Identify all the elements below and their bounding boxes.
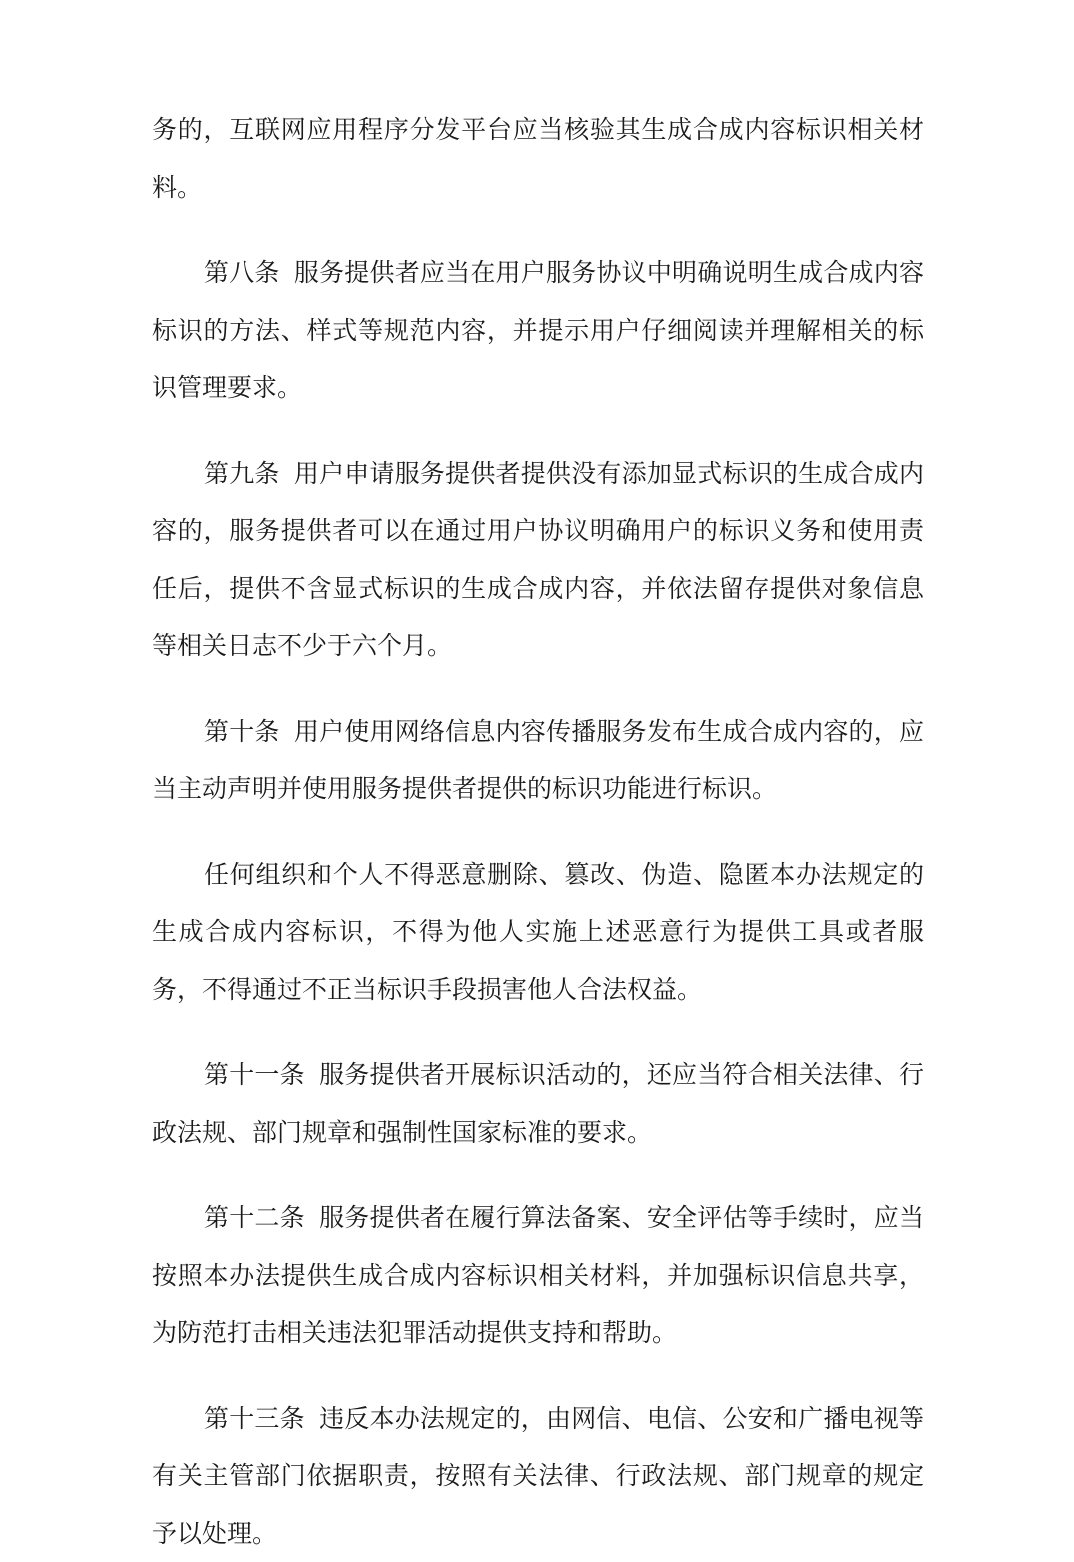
- paragraph-text: 服务提供者开展标识活动的，还应当符合相关法律、行政法规、部门规章和强制性国家标准的要求。: [152, 1060, 924, 1147]
- paragraph-text: 用户申请服务提供者提供没有添加显式标识的生成合成内容的，服务提供者可以在通过用户协议明确用户的标识义务和使用责任后，提供不含显式标识的生成合成内容，并依法留存提供对象信息等相关日志不少于六个月。: [152, 459, 924, 661]
- article-number: 第十三条: [204, 1404, 305, 1433]
- paragraph-text: 违反本办法规定的，由网信、电信、公安和广播电视等有关主管部门依据职责，按照有关法律、行政法规、部门规章的规定予以处理。: [152, 1404, 924, 1548]
- paragraph-article-13: [152, 1390, 924, 1562]
- article-number: 第十一条: [204, 1060, 305, 1089]
- paragraph-article-8: [152, 244, 924, 417]
- paragraph-text: 务的，互联网应用程序分发平台应当核验其生成合成内容标识相关材料。: [152, 115, 924, 202]
- article-number: 第八条: [204, 258, 280, 287]
- article-number: 第十条: [204, 717, 280, 746]
- paragraph-article-11: [152, 1046, 924, 1161]
- paragraph-article-10-clause-2: [152, 846, 924, 1019]
- paragraph-text: 服务提供者应当在用户服务协议中明确说明生成合成内容标识的方法、样式等规范内容，并提示用户仔细阅读并理解相关的标识管理要求。: [152, 258, 924, 402]
- document-body: [152, 101, 924, 1562]
- article-number: 第九条: [204, 459, 280, 488]
- paragraph-article-12: [152, 1189, 924, 1362]
- paragraph-text: 任何组织和个人不得恶意删除、篡改、伪造、隐匿本办法规定的生成合成内容标识，不得为他人实施上述恶意行为提供工具或者服务，不得通过不正当标识手段损害他人合法权益。: [152, 860, 924, 1004]
- article-number: 第十二条: [204, 1203, 305, 1232]
- paragraph-article-10: [152, 703, 924, 818]
- paragraph-text: 用户使用网络信息内容传播服务发布生成合成内容的，应当主动声明并使用服务提供者提供的标识功能进行标识。: [152, 717, 924, 804]
- paragraph-continuation: [152, 101, 924, 216]
- paragraph-text: 服务提供者在履行算法备案、安全评估等手续时，应当按照本办法提供生成合成内容标识相关材料，并加强标识信息共享，为防范打击相关违法犯罪活动提供支持和帮助。: [152, 1203, 924, 1347]
- paragraph-article-9: [152, 445, 924, 675]
